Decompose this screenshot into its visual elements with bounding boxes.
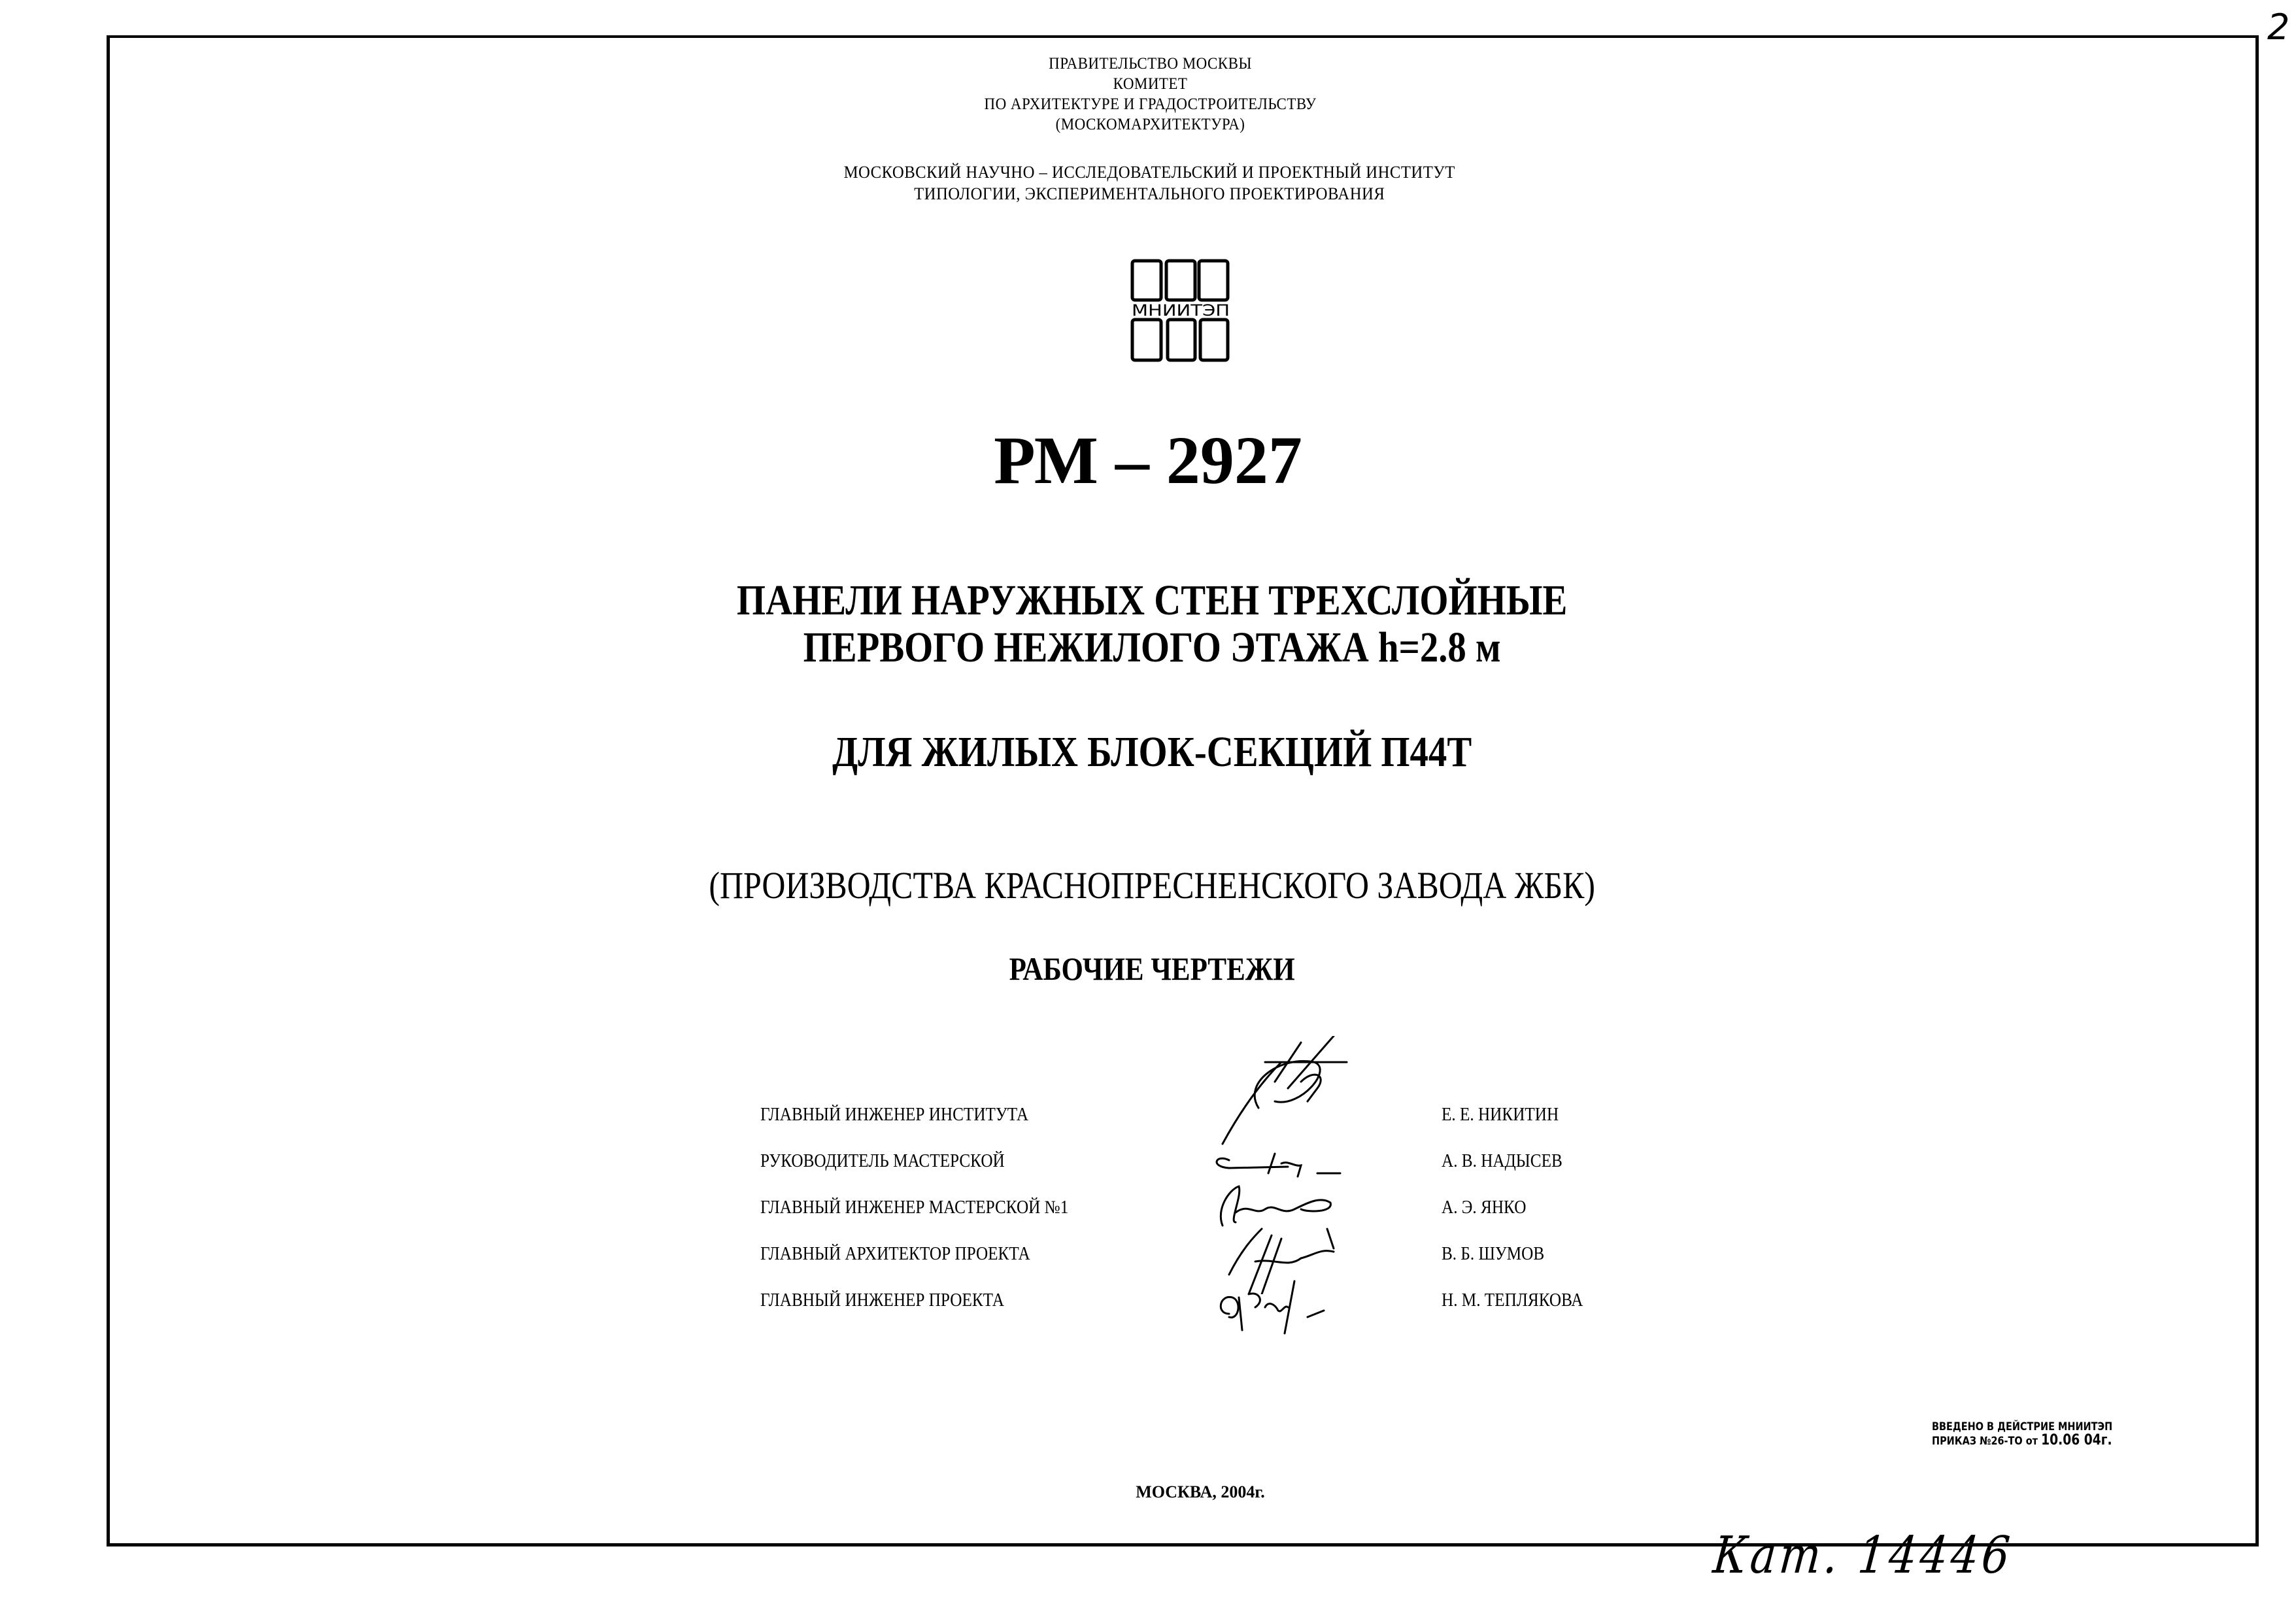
signatory-name: А. Э. ЯНКО (1442, 1197, 1527, 1218)
document-code: РМ – 2927 (994, 423, 1302, 498)
signatory-position: ГЛАВНЫЙ АРХИТЕКТОР ПРОЕКТА (760, 1244, 1030, 1264)
mniitep-logo-icon (1130, 258, 1232, 363)
stamp-line-2 (1932, 1434, 2112, 1448)
signature-icon (1203, 1036, 1412, 1147)
signatory-name: Е. Е. НИКИТИН (1442, 1105, 1559, 1125)
handwritten-catalog-number: Кат. 14446 (1710, 1526, 2016, 1585)
page-number: 2 (2267, 7, 2290, 48)
signatory-name: В. Б. ШУМОВ (1442, 1244, 1545, 1264)
stamp-line-1: ВВЕДЕНО В ДЕЙСТРИЕ МНИИТЭП (1932, 1420, 2113, 1433)
document-manufacturer: (ПРОИЗВОДСТВА КРАСНОПРЕСНЕНСКОГО ЗАВОДА ЖБК) (709, 864, 1595, 907)
signatory-position: ГЛАВНЫЙ ИНЖЕНЕР ПРОЕКТА (760, 1290, 1004, 1311)
city-year: МОСКВА, 2004г. (1136, 1482, 1265, 1501)
signature-icon (1203, 1141, 1412, 1186)
stamp-order: ПРИКАЗ №26-ТО от (1932, 1435, 2038, 1448)
svg-text:МНИИТЭП: МНИИТЭП (1132, 301, 1230, 320)
signatory-position: ГЛАВНЫЙ ИНЖЕНЕР МАСТЕРСКОЙ №1 (760, 1197, 1069, 1218)
document-type: РАБОЧИЕ ЧЕРТЕЖИ (1009, 950, 1295, 987)
header-line-government: ПРАВИТЕЛЬСТВО МОСКВЫ (1049, 55, 1252, 73)
stamp-date: 10.06 04г. (2041, 1432, 2112, 1448)
institute-name-line-1: МОСКОВСКИЙ НАУЧНО – ИССЛЕДОВАТЕЛЬСКИЙ И ПРОЕКТНЫЙ ИНСТИТУТ (843, 163, 1455, 182)
title-line-2: ПЕРВОГО НЕЖИЛОГО ЭТАЖА h=2.8 м (803, 624, 1501, 671)
document-purpose: ДЛЯ ЖИЛЫХ БЛОК-СЕКЦИЙ П44Т (832, 728, 1472, 776)
title-line-1: ПАНЕЛИ НАРУЖНЫХ СТЕН ТРЕХСЛОЙНЫЕ (736, 577, 1568, 624)
institute-name-line-2: ТИПОЛОГИИ, ЭКСПЕРИМЕНТАЛЬНОГО ПРОЕКТИРОВАНИЯ (914, 184, 1385, 203)
header-line-committee: КОМИТЕТ (1113, 75, 1188, 93)
signatory-name: А. В. НАДЫСЕВ (1442, 1151, 1562, 1171)
signature-icon (1203, 1268, 1412, 1340)
header-line-committee-scope: ПО АРХИТЕКТУРЕ И ГРАДОСТРОИТЕЛЬСТВУ (984, 95, 1317, 113)
signatory-name: Н. М. ТЕПЛЯКОВА (1442, 1290, 1583, 1311)
signatory-position: РУКОВОДИТЕЛЬ МАСТЕРСКОЙ (760, 1151, 1005, 1171)
header-line-committee-abbr: (МОСКОМАРХИТЕКТУРА) (1055, 116, 1245, 133)
signatory-position: ГЛАВНЫЙ ИНЖЕНЕР ИНСТИТУТА (760, 1105, 1029, 1125)
